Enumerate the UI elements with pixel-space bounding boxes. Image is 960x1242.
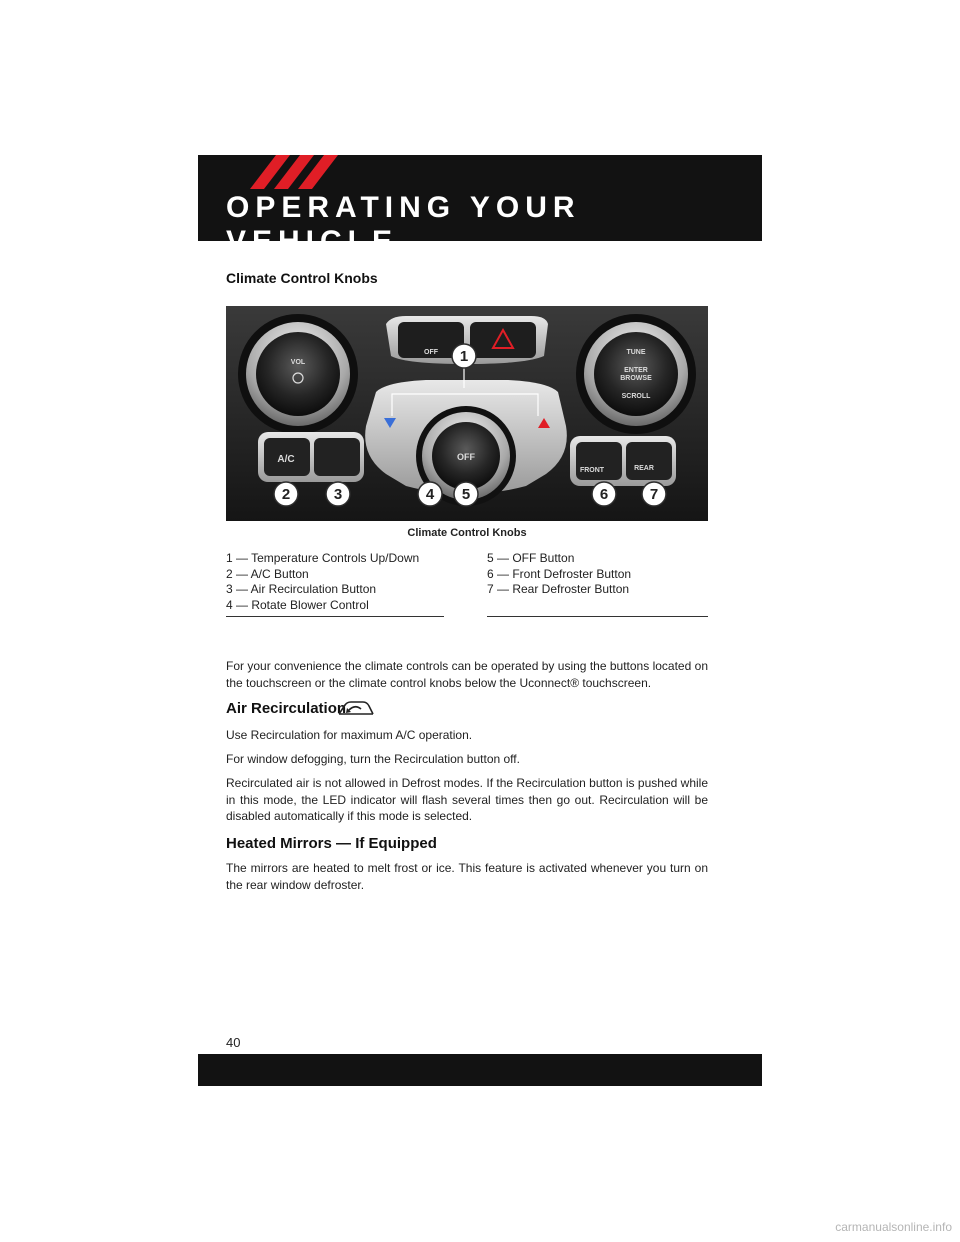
page-footer-bar <box>198 1054 762 1086</box>
scroll-label: SCROLL <box>621 393 651 400</box>
legend-item: 1 — Temperature Controls Up/Down <box>226 551 420 565</box>
svg-text:3: 3 <box>333 486 343 503</box>
rear-label: REAR <box>634 465 654 472</box>
section-heading: Climate Control Knobs <box>226 270 378 286</box>
svg-text:7: 7 <box>649 486 659 503</box>
callout-5 <box>454 482 478 506</box>
legend-item: 3 — Air Recirculation Button <box>226 582 377 596</box>
recirc-paragraph-2: For window defogging, turn the Recirculation button off. <box>226 752 520 766</box>
callout-4 <box>418 482 442 506</box>
svg-text:2: 2 <box>281 486 291 503</box>
watermark: carmanualsonline.info <box>835 1220 952 1234</box>
tune-label: TUNE <box>626 349 646 356</box>
page-number: 40 <box>226 1035 241 1050</box>
intro-paragraph: For your convenience the climate controls can be operated by using the buttons located on the touchscreen or the climate control knobs below the Uconnect® touchscreen. <box>226 659 708 690</box>
esc-off-label: OFF <box>424 349 438 356</box>
browse-label: BROWSE <box>620 375 652 382</box>
callout-6 <box>592 482 616 506</box>
vol-label: VOL <box>290 359 306 366</box>
callout-3 <box>326 482 350 506</box>
legend-divider <box>226 616 444 617</box>
climate-control-photo <box>226 306 708 521</box>
recirc-paragraph-1: Use Recirculation for maximum A/C operation. <box>226 728 473 742</box>
front-label: FRONT <box>579 467 605 474</box>
legend-divider <box>487 616 708 617</box>
figure-caption: Climate Control Knobs <box>407 527 527 539</box>
legend-right <box>487 551 631 598</box>
brand-stripes-icon <box>250 155 340 189</box>
recirculation-icon <box>337 699 375 717</box>
enter-label: ENTER <box>624 367 648 374</box>
callout-1 <box>452 344 476 368</box>
chapter-header <box>198 155 762 258</box>
svg-text:4: 4 <box>425 486 435 503</box>
ac-label: A/C <box>277 454 295 465</box>
heated-mirrors-heading: Heated Mirrors — If Equipped <box>226 835 437 852</box>
off-label: OFF <box>457 452 475 462</box>
heated-mirrors-paragraph: The mirrors are heated to melt frost or ice. This feature is activated whenever you turn on the rear window defroster. <box>226 861 708 892</box>
legend-item: 7 — Rear Defroster Button <box>487 582 630 596</box>
legend-item: 2 — A/C Button <box>226 566 309 581</box>
chapter-title: OPERATING YOUR VEHICLE <box>226 191 581 258</box>
callout-7 <box>642 482 666 506</box>
legend-item: 5 — OFF Button <box>487 551 575 565</box>
svg-text:6: 6 <box>599 486 609 503</box>
legend-left <box>226 551 419 613</box>
legend-item: 4 — Rotate Blower Control <box>226 597 369 612</box>
legend-item: 6 — Front Defroster Button <box>487 566 632 581</box>
callout-2 <box>274 482 298 506</box>
svg-text:1: 1 <box>459 348 469 365</box>
air-recirculation-heading: Air Recirculation <box>226 700 347 717</box>
svg-text:5: 5 <box>461 486 471 503</box>
recirc-paragraph-3: Recirculated air is not allowed in Defrost modes. If the Recirculation button is pushed while in this mode, the LED indicator will flash several times then go out. Recirculation will be disabled automatically if this mode is selected. <box>226 776 708 823</box>
